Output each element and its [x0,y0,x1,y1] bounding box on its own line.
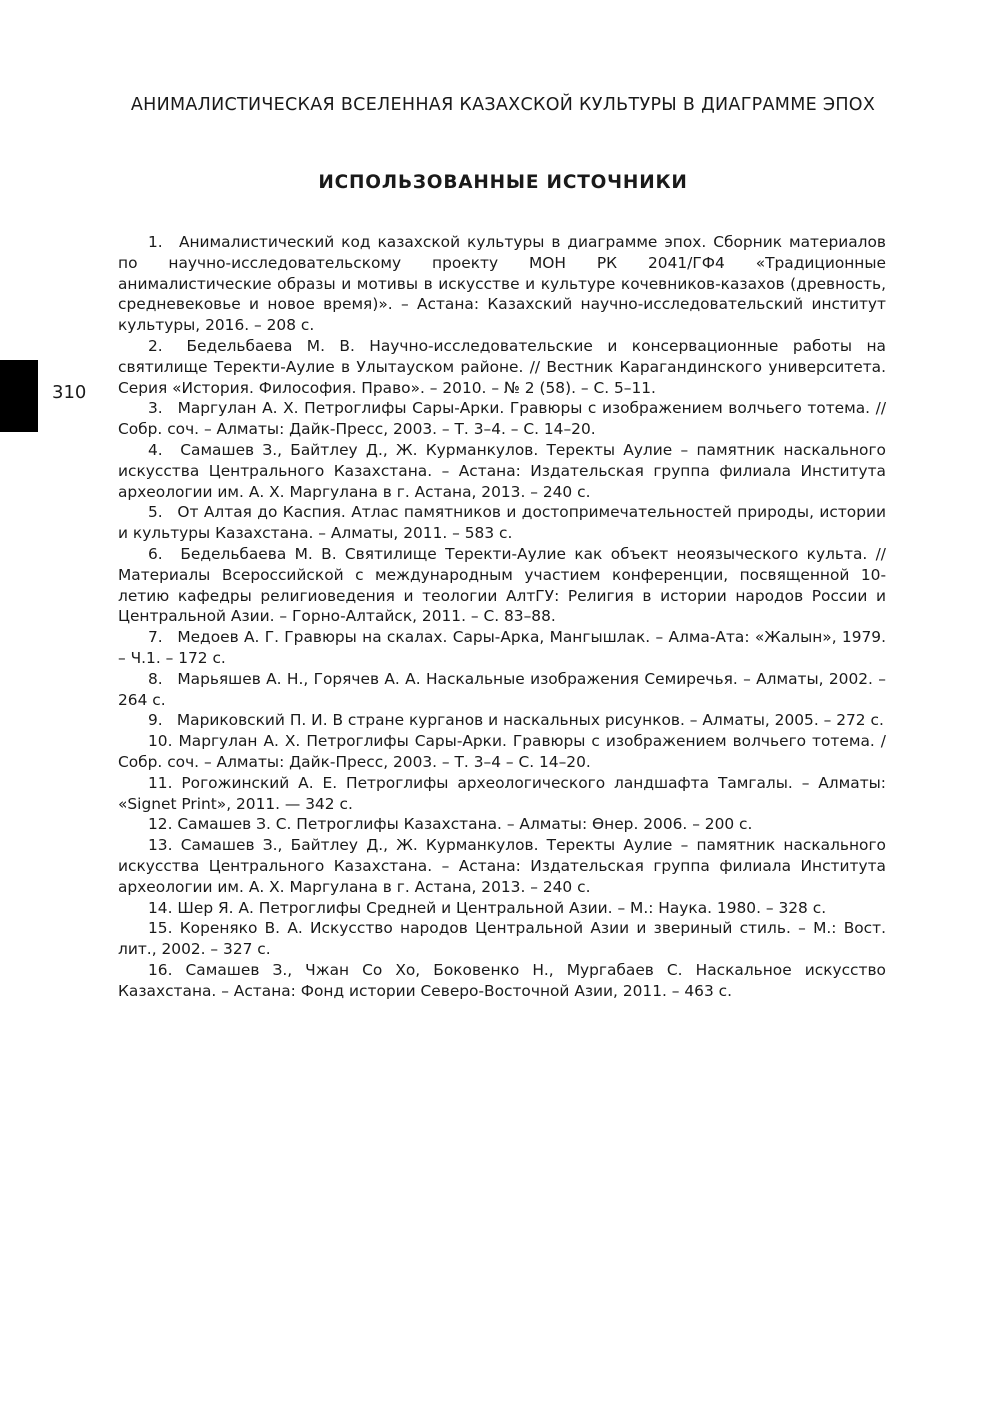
reference-text: Марьяшев А. Н., Горячев А. А. Наскальные изображения Семиречья. – Алматы, 2002. – 264 с. [118,669,886,709]
reference-number: 9. [148,711,163,730]
reference-item [118,773,886,815]
reference-number: 2. [148,336,163,355]
reference-text: Шер Я. А. Петроглифы Средней и Центральной Азии. – М.: Наука. 1980. – 328 с. [177,898,827,917]
reference-text: Мариковский П. И. В стране курганов и наскальных рисунков. – Алматы, 2005. – 272 с. [176,711,884,730]
reference-item [118,669,886,711]
reference-number: 13. [148,836,173,855]
reference-item [118,835,886,897]
reference-item [118,544,886,627]
reference-text: Самашев З., Байтлеу Д., Ж. Курманкулов. Теректы Аулие – памятник наскального искусства Центрального Казахстана. – Астана: Издательская группа филиала Института археологии им. А. Х. Маргулана в г. Астана, 2013. – 240 с. [118,836,886,896]
reference-item [118,918,886,960]
reference-text: Бедельбаева М. В. Научно-исследовательские и консервационные работы на святилище Теректи-Аулие в Улытауском районе. // Вестник Карагандинского университета. Серия «История. Философия. Право». – 2010. – № 2 (58). – С. 5–11. [118,336,886,397]
reference-number: 15. [148,919,173,938]
reference-item [118,627,886,669]
reference-item [118,336,886,398]
reference-number: 4. [148,440,163,459]
reference-number: 12. [148,815,173,834]
reference-number: 16. [148,960,173,979]
references-list [118,232,886,1001]
reference-text: Маргулан А. Х. Петроглифы Сары-Арки. Гравюры с изображением волчьего тотема. / Собр. соч. – Алматы: Дайк-Пресс, 2003. – Т. 3–4 – С. 14–20. [118,732,886,771]
reference-text: Кореняко В. А. Искусство народов Центральной Азии и звериный стиль. – М.: Вост. лит., 2002. – 327 с. [118,919,886,959]
page-edge-tab [0,360,38,432]
reference-number: 10. [148,732,173,751]
reference-text: От Алтая до Каспия. Атлас памятников и достопримечательностей природы, истории и культуры Казахстана. – Алматы, 2011. – 583 с. [118,503,886,543]
reference-text: Рогожинский А. Е. Петроглифы археологического ландшафта Тамгалы. – Алматы: «Signet Print», 2011. — 342 с. [118,773,886,813]
reference-text: Самашев З. С. Петроглифы Казахстана. – Алматы: Өнер. 2006. – 200 с. [177,815,753,834]
reference-number: 6. [148,544,163,563]
reference-number: 8. [148,669,163,688]
reference-number: 11. [148,773,173,792]
reference-item [118,398,886,440]
reference-text: Маргулан А. Х. Петроглифы Сары-Арки. Гравюры с изображением волчьего тотема. // Собр. соч. – Алматы: Дайк-Пресс, 2003. – Т. 3–4. – С. 14–20. [118,399,886,439]
running-header: АНИМАЛИСТИЧЕСКАЯ ВСЕЛЕННАЯ КАЗАХСКОЙ КУЛЬТУРЫ В ДИАГРАММЕ ЭПОХ [130,95,876,115]
reference-item [118,232,886,336]
reference-number: 3. [148,399,163,418]
reference-text: Медоев А. Г. Гравюры на скалах. Сары-Арка, Мангышлак. – Алма-Ата: «Жалын», 1979. – Ч.1. – 172 с. [118,628,886,667]
reference-number: 7. [148,628,163,647]
reference-number: 5. [148,503,163,522]
page-number: 310 [52,382,87,403]
reference-text: Анималистический код казахской культуры в диаграмме эпох. Сборник материалов по научно-исследовательскому проекту МОН РК 2041/ГФ4 «Традиционные анималистические образы и мотивы в искусстве и культуре кочевников-казахов (древность, средневековье и новое время)». – Астана: Казахский научно-исследовательский институт культуры, 2016. – 208 с. [118,233,886,335]
reference-item [118,960,886,1002]
reference-number: 14. [148,898,173,917]
reference-text: Самашев З., Байтлеу Д., Ж. Курманкулов. Теректы Аулие – памятник наскального искусства Центрального Казахстана. – Астана: Издательская группа филиала Института археологии им. А. Х. Маргулана в г. Астана, 2013. – 240 с. [118,440,886,501]
reference-item [118,710,886,731]
reference-text: Самашев З., Чжан Со Хо, Боковенко Н., Мургабаев С. Наскальное искусство Казахстана. – Астана: Фонд истории Северо-Восточной Азии, 2011. – 463 с. [118,960,886,1000]
reference-item [118,814,886,835]
reference-item [118,502,886,544]
section-title: ИСПОЛЬЗОВАННЫЕ ИСТОЧНИКИ [318,172,688,193]
reference-number: 1. [148,233,163,251]
reference-item [118,898,886,919]
reference-item [118,440,886,502]
reference-text: Бедельбаева М. В. Святилище Теректи-Аулие как объект неоязыческого культа. // Материалы Всероссийской с международным участием конференции, посвященной 10-летию кафедры религиоведения и теологии АлтГУ: Религия в истории народов России и Центральной Азии. – Горно-Алтайск, 2011. – С. 83–88. [118,544,886,626]
reference-item [118,731,886,773]
